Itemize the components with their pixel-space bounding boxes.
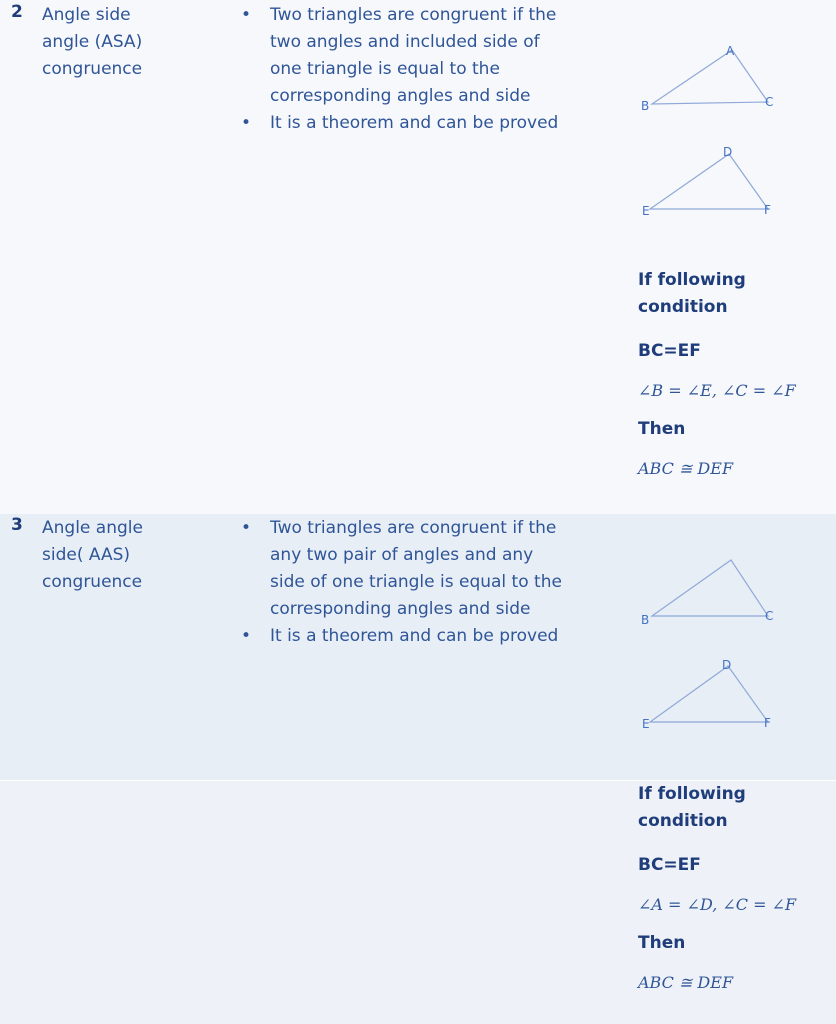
condition-block — [638, 267, 828, 478]
bullet-item — [241, 515, 621, 623]
vertex-label: B — [641, 99, 650, 113]
condition-heading-line: condition — [638, 297, 728, 317]
condition-heading-line: If following — [638, 784, 746, 804]
bullet-line: corresponding angles and side — [270, 86, 531, 106]
rule-name-line: congruence — [42, 572, 143, 592]
side-equality: BC=EF — [638, 341, 701, 361]
bullet-line: two angles and included side of — [270, 32, 540, 52]
angle-equality: ∠B = ∠E, ∠C = ∠F — [638, 381, 796, 400]
rule-description — [241, 515, 621, 650]
triangle-bc-diagram — [638, 550, 778, 630]
bullet-item — [241, 110, 621, 137]
then-label: Then — [638, 933, 686, 953]
triangle-abc-diagram — [638, 40, 778, 115]
bullet-line: • It is a theorem and can be proved — [270, 626, 559, 646]
angle-equality: ∠A = ∠D, ∠C = ∠F — [638, 895, 797, 914]
bullet-line: any two pair of angles and any — [270, 545, 534, 565]
triangle-def-diagram — [638, 652, 778, 732]
triangle-def-diagram — [638, 140, 778, 220]
triangle-outline — [652, 50, 768, 104]
vertex-label: D — [722, 658, 732, 672]
vertex-label: E — [642, 717, 650, 731]
condition-block — [638, 781, 828, 992]
condition-heading-line: If following — [638, 270, 746, 290]
vertex-label: A — [726, 44, 735, 58]
rule-name-line: congruence — [42, 59, 143, 79]
bullet-line: one triangle is equal to the — [270, 59, 500, 79]
row-number: 3 — [11, 515, 23, 535]
congruence-result: ABC ≅ DEF — [638, 973, 734, 992]
bullet-item — [241, 623, 621, 650]
vertex-label: C — [765, 95, 774, 109]
bullet-line: corresponding angles and side — [270, 599, 531, 619]
vertex-label: E — [642, 204, 650, 218]
rule-name — [42, 515, 222, 596]
rule-name-line: side( AAS) — [42, 545, 131, 565]
rule-name — [42, 2, 222, 83]
vertex-label: F — [764, 716, 771, 730]
bullet-line: • It is a theorem and can be proved — [270, 113, 559, 133]
condition-heading-line: condition — [638, 811, 728, 831]
vertex-label: B — [641, 613, 650, 627]
bullet-item — [241, 2, 621, 110]
side-equality: BC=EF — [638, 855, 701, 875]
rule-name-line: Angle side — [42, 5, 131, 25]
rule-description — [241, 2, 621, 137]
bullet-line: side of one triangle is equal to the — [270, 572, 562, 592]
row-number: 2 — [11, 2, 23, 22]
triangle-outline — [650, 154, 768, 209]
bullet-line: • Two triangles are congruent if the — [270, 5, 557, 25]
then-label: Then — [638, 419, 686, 439]
vertex-label: C — [765, 609, 774, 623]
vertex-label: F — [764, 203, 771, 217]
vertex-label: D — [723, 145, 733, 159]
congruence-result: ABC ≅ DEF — [638, 459, 734, 478]
triangle-outline — [652, 560, 768, 616]
triangle-outline — [650, 666, 768, 722]
rule-name-line: Angle angle — [42, 518, 143, 538]
bullet-line: • Two triangles are congruent if the — [270, 518, 557, 538]
rule-name-line: angle (ASA) — [42, 32, 143, 52]
